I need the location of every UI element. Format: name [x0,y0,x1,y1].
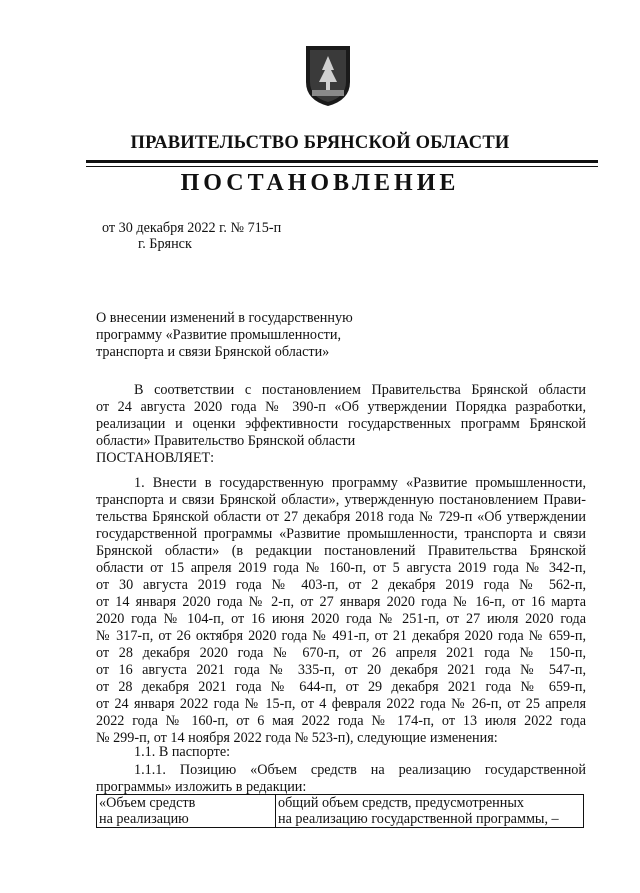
subject-line: транспорта и связи Брянской области» [96,344,330,360]
item-1-line: от 16 августа 2021 года № 335-п, от 20 декабря 2021 года № 547-п, [96,662,586,678]
item-1-line: транспорта и связи Брянской области», утвержденную постановлением Прави- [96,492,586,508]
table-cell-line: «Объем средств [99,795,196,811]
item-1-line: 2020 года № 104-п, от 16 июня 2020 года № 251-п, от 27 июля 2020 года [96,611,586,627]
item-1-line: от 14 января 2020 года № 2-п, от 27 января 2020 года № 16-п, от 16 марта [96,594,586,610]
item-1-1-heading: 1.1. В паспорте: [134,744,231,760]
resolves-heading: ПОСТАНОВЛЯЕТ: [96,450,215,466]
preamble-line: реализации и оценки эффективности государственных программ Брянской [96,416,586,432]
item-1-line: области от 15 апреля 2019 года № 160-п, от 5 августа 2019 года № 342-п, [96,560,586,576]
item-1-paragraph [96,475,586,747]
preamble-paragraph [96,382,586,450]
item-1-1-1-line: 1.1.1. Позицию «Объем средств на реализацию государственной [134,762,586,778]
document-subject [96,310,396,361]
table-cell-value [276,795,584,828]
item-1-line: от 28 декабря 2020 года № 670-п, от 26 апреля 2021 года № 150-п, [96,645,586,661]
preamble-line: от 24 августа 2020 года № 390-п «Об утверждении Порядка разработки, [96,399,586,415]
document-city: г. Брянск [138,236,192,252]
item-1-line: тельства Брянской области от 27 декабря 2018 года № 729-п «Об утверждении [96,509,586,525]
header-rule-thin [86,166,598,167]
preamble-line: области» Правительство Брянской области [96,433,356,449]
table-row [97,795,584,828]
item-1-line: Брянской области» (в редакции постановлений Правительства Брянской [96,543,586,559]
item-1-1-1-line: программы» изложить в редакции: [96,779,307,795]
item-1-line: № 317-п, от 26 октября 2020 года № 491-п, от 21 декабря 2020 года № 659-п, [96,628,586,644]
item-1-line: № 299-п, от 14 ноября 2022 года № 523-п), следующие изменения: [96,730,498,746]
table-cell-line: общий объем средств, предусмотренных [278,795,524,811]
item-1-line: государственной программы «Развитие промышленности, транспорта и связи [96,526,586,542]
passport-table [96,794,584,828]
table-cell-label [97,795,276,828]
item-1-line: от 28 декабря 2021 года № 644-п, от 29 декабря 2021 года № 659-п, [96,679,586,695]
item-1-line: от 24 января 2022 года № 15-п, от 4 февраля 2022 года № 26-п, от 25 апреля [96,696,586,712]
item-1-line: 1. Внести в государственную программу «Развитие промышленности, [134,475,586,491]
subject-line: программу «Развитие промышленности, [96,327,341,343]
table-cell-line: на реализацию государственной программы, – [278,811,559,827]
document-date-number: от 30 декабря 2022 г. № 715-п [102,220,282,236]
item-1-line: 2022 года № 160-п, от 6 мая 2022 года № 174-п, от 13 июля 2022 года [96,713,586,729]
item-1-1-1-paragraph [96,762,586,796]
item-1-line: от 30 августа 2019 года № 403-п, от 2 декабря 2019 года № 562-п, [96,577,586,593]
preamble-line: В соответствии с постановлением Правительства Брянской области [134,382,586,398]
table-cell-line: на реализацию [99,811,189,827]
document-type: ПОСТАНОВЛЕНИЕ [180,170,460,196]
coat-of-arms-emblem [302,42,354,108]
government-title: ПРАВИТЕЛЬСТВО БРЯНСКОЙ ОБЛАСТИ [130,133,510,153]
header-rule-thick [86,160,598,163]
subject-line: О внесении изменений в государственную [96,310,353,326]
